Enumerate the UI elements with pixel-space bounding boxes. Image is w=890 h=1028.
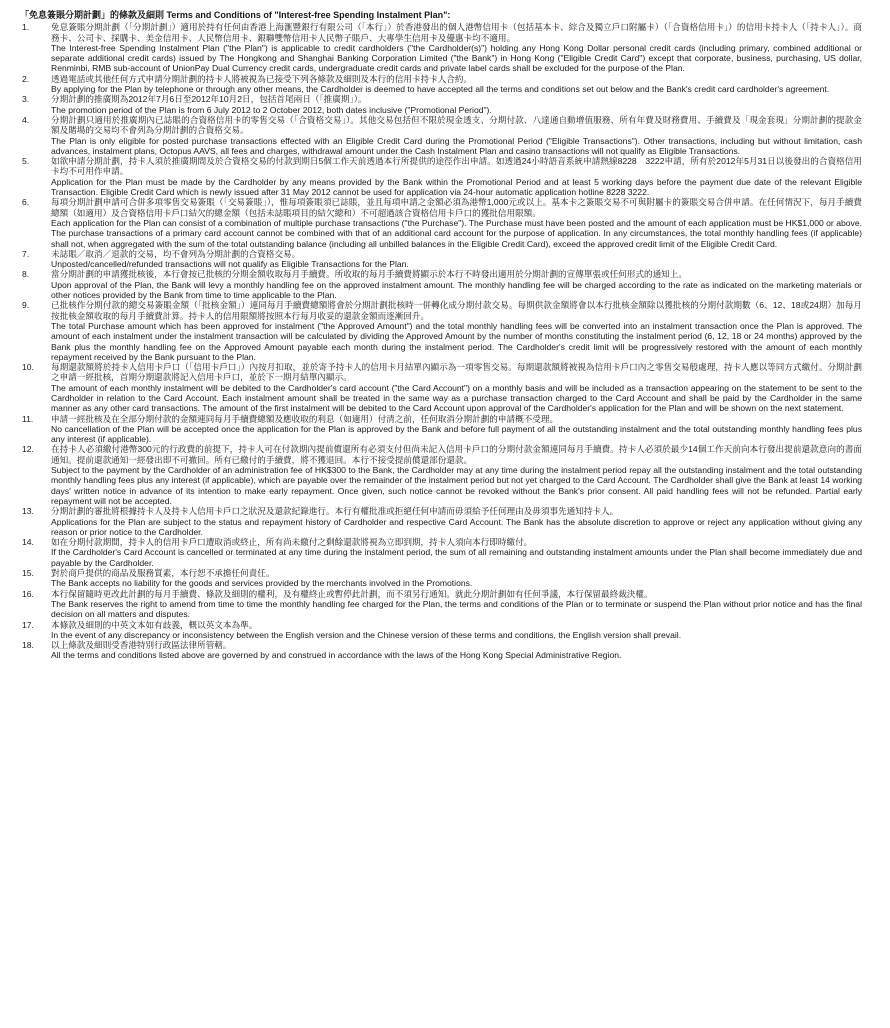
term-chinese-text: 以上條款及細則受香港特別行政區法律所管轄。	[51, 640, 232, 651]
term-item	[20, 197, 862, 248]
term-number: 16.	[22, 588, 34, 599]
term-number: 18.	[22, 640, 34, 651]
term-number: 14.	[22, 537, 34, 548]
term-body	[51, 506, 862, 537]
term-number: 4.	[22, 114, 30, 125]
term-chinese-text: 本行保留隨時更改此計劃的每月手續費、條款及細則的權利，及有權終止或暫停此計劃，而不須另行通知。就此分期計劃如有任何爭議，本行保留最終裁決權。	[51, 588, 653, 599]
term-body	[51, 537, 862, 568]
term-english-text: The Bank accepts no liability for the goods and services provided by the merchants involved in the Promotions.	[51, 578, 473, 589]
term-item	[20, 22, 862, 73]
term-number: 3.	[22, 94, 30, 105]
term-chinese-text: 如欲申請分期計劃，持卡人須於推廣期間及於合資格交易的付款到期日5個工作天前透過本行所提供的途徑作出申請。如透過24小時語音系統申請熱線8228 3222申請，所有於2012年5月31日以後發出的合資格信用卡均不可用作申請。	[51, 156, 862, 177]
term-item	[20, 640, 862, 661]
term-body	[51, 74, 862, 95]
term-item	[20, 300, 862, 362]
term-english-text: Applications for the Plan are subject to the status and repayment history of Cardholder and respective Card Account. The Bank has the absolute discretion to approve or reject any application without giving any reason or prior notice to the Cardholder.	[51, 516, 862, 537]
term-body	[51, 568, 862, 589]
term-item	[20, 589, 862, 620]
term-body	[51, 300, 862, 362]
term-chinese-text: 本條款及細則的中英文本如有歧義，概以英文本為準。	[51, 619, 258, 630]
term-chinese-text: 如在分期付款期間，持卡人的信用卡戶口遭取消或終止，所有尚未繳付之剩餘還款將視為立即到期，持卡人須向本行即時繳付。	[51, 537, 533, 548]
term-english-text: Subject to the payment by the Cardholder of an administration fee of HK$300 to the Bank, the Cardholder may at any time during the instalment period repay all the outstanding instalment and the total outstanding monthly handling fees plus any interest (if applicable), which are payable over the remainder of the instalment period but not yet charged to the Card Account. The Cardholder shall give the Bank at least 14 working days' written notice in advance of its intention to make early repayment. Once given, such notice cannot be revoked without the Bank's prior consent. All paid handling fees will not be refunded. Partial early repayment will not be accepted.	[51, 465, 862, 506]
term-english-text: Application for the Plan must be made by the Cardholder by any means provided by the Bank within the Promotional Period and at least 5 working days before the payment due date of the relevant Eligible Transaction. Eligible Credit Card which is newly issued after 31 May 2012 cannot be used for application via 24-hour automatic application hotline 8228 3222.	[51, 176, 862, 198]
term-body	[51, 444, 862, 506]
term-number: 6.	[22, 197, 30, 208]
document-title: 「免息簽賬分期計劃」的條款及細則 Terms and Conditions of "Interest-free Spending Instalment Plan":	[20, 10, 451, 20]
term-item	[20, 115, 862, 156]
term-body	[51, 269, 862, 300]
term-chinese-text: 申請一經批核及在全部分期付款的金額連同每月手續費總額及應收取的利息（如適用）付清之前，任何取消分期計劃的申請概不受理。	[51, 413, 559, 424]
term-english-text: The Plan is only eligible for posted purchase transactions effected with an Eligible Credit Card during the Promotional Period ("Eligible Transactions"). Other transactions, including but without limitation, cash advances, instalment plans, Octopus AAVS, all fees and charges, withdrawal amount under the Cash Instalment Plan and casino transactions will not qualify as Eligible Transactions.	[51, 135, 862, 156]
term-english-text: Each application for the Plan can consist of a combination of multiple purchase transactions ("the Purchase"). The Purchase must have been posted and the amount of each application must be HK$1,000 or above. The purchase transactions of a primary card account cannot be combined with that of an additional card account for the purpose of application. In any circumstances, the total monthly handling fees (if applicable) shall not, when aggregated with the sum of the total outstanding balance (including all unbilled balances in the Eligible Credit Card), exceed the approved credit limit of the Eligible Credit Card.	[51, 217, 862, 249]
term-english-text: The Interest-free Spending Instalment Plan ("the Plan") is applicable to credit cardholders ("the Cardholder(s)") holding any Hong Kong Dollar personal credit cards (including primary, combined additional or separate additional credit cards) issued by The Hongkong and Shanghai Banking Corporation Limited ("the Bank") in Hong Kong ("Eligible Credit Card") except that corporate, business, purchasing, US dollar, Renminbi, RMB sub-account of UnionPay Dual Currency credit cards, undergraduate credit cards and private label cards shall be excluded for the purpose of the Plan.	[51, 42, 862, 74]
term-number: 12.	[22, 444, 34, 455]
term-number: 5.	[22, 156, 30, 167]
term-body	[51, 589, 862, 620]
term-english-text: Upon approval of the Plan, the Bank will levy a monthly handling fee on the approved instalment amount. The monthly handling fee will be charged according to the rate as indicated on the marketing materials or other notices provided by the Bank from time to time applicable to the Plan.	[51, 279, 862, 301]
term-item	[20, 249, 862, 270]
term-item	[20, 506, 862, 537]
term-number: 2.	[22, 73, 30, 84]
term-english-text: If the Cardholder's Card Account is cancelled or terminated at any time during the instalment period, the sum of all remaining and outstanding instalment amounts under the Plan shall become immediately due and payable by the Cardholder.	[51, 547, 862, 568]
term-body	[51, 197, 862, 248]
term-item	[20, 74, 862, 95]
term-item	[20, 444, 862, 506]
term-body	[51, 640, 862, 661]
term-body	[51, 414, 862, 445]
term-chinese-text: 分期計劃只適用於推廣期內已誌賬的合資格信用卡的零售交易（「合資格交易」）。其他交易包括但不限於現金透支、分期付款、八達通自動增值服務、所有年費及財務費用、手續費及「現金套現」分期計劃的提款金額及賭場的交易均不會列為分期計劃的合資格交易。	[51, 114, 862, 136]
term-body	[51, 156, 862, 197]
term-english-text: All the terms and conditions listed above are governed by and construed in accordance with the laws of the Hong Kong Special Administrative Region.	[51, 650, 622, 661]
term-number: 8.	[22, 269, 30, 280]
term-item	[20, 620, 862, 641]
term-chinese-text: 透過電話或其他任何方式申請分期計劃的持卡人將被視為已接受下列各條款及細則及本行的信用卡持卡人合約。	[51, 73, 473, 84]
term-english-text: Unposted/cancelled/refunded transactions will not qualify as Eligible Transactions for the Plan.	[51, 259, 409, 270]
term-chinese-text: 在持卡人必須繳付港幣300元的行政費的前提下，持卡人可在付款期內提前償還所有必須支付但尚未記入信用卡戶口的分期付款金額連同每月手續費。持卡人必須於最少14個工作天前向本行發出提前還款意向的書面通知。提前還款通知一經發出即不可撤回。所有已繳付的手續費，將不獲退回。本行不接受提前償還部份還款。	[51, 444, 862, 465]
term-item	[20, 414, 862, 445]
term-item	[20, 362, 862, 413]
term-chinese-text: 已批核作分期付款的總交易簽賬金額（「批核金額」）連同每月手續費總額將會於分期計劃批核時一併轉化成分期付款交易。每期供款金額將會以本行批核金額除以獲批核的分期付款期數（6、12、18或24期）加每月按批核金額收取的每月手續費計算。持卡人的信用限額將按照本行每月收妥的還款金額而逐漸回升。	[51, 300, 862, 321]
term-number: 9.	[22, 300, 30, 311]
term-number: 13.	[22, 506, 34, 517]
term-item	[20, 156, 862, 197]
term-item	[20, 269, 862, 300]
term-english-text: No cancellation of the Plan will be accepted once the application for the Plan is approved by the Bank and before full payment of all the outstanding instalment and the total outstanding monthly handling fees plus any interest (if applicable).	[51, 423, 862, 445]
term-number: 1.	[22, 22, 30, 33]
term-chinese-text: 未誌賬／取消／退款的交易，均不會列為分期計劃的合資格交易。	[51, 248, 301, 259]
term-number: 15.	[22, 568, 34, 579]
term-number: 11.	[22, 413, 34, 424]
term-english-text: In the event of any discrepancy or inconsistency between the English version and the Chinese version of these terms and conditions, the English version shall prevail.	[51, 629, 682, 640]
term-number: 17.	[22, 619, 34, 630]
term-chinese-text: 分期計劃的審批將根據持卡人及持卡人信用卡戶口之狀況及還款紀錄進行。本行有權批准或拒絕任何申請而毋須給予任何理由及毋須事先通知持卡人。	[51, 506, 619, 517]
term-body	[51, 362, 862, 413]
term-number: 10.	[22, 362, 34, 373]
term-chinese-text: 每期還款額將於持卡人信用卡戶口（「信用卡戶口」）內按月扣取，並於寄予持卡人的信用卡月結單內顯示為一項零售交易。每期還款額將被視為信用卡戶口內之零售交易般處理，持卡人應以等同方式繳付。分期計劃之申請一經批核，首期分期還款將記入信用卡戶口，並於下一期月結單內顯示。	[51, 362, 862, 383]
term-item	[20, 537, 862, 568]
term-chinese-text: 對於商戶提供的商品及服務質素，本行恕不承擔任何責任。	[51, 568, 275, 579]
term-body	[51, 620, 862, 641]
term-chinese-text: 免息簽賬分期計劃（「分期計劃」）適用於持有任何由香港上海滙豐銀行有限公司（「本行」）於香港發出的個人港幣信用卡（包括基本卡、綜合及獨立戶口附屬卡）（「合資格信用卡」）的信用卡持卡人（「持卡人」）。商務卡、公司卡、採購卡、美金信用卡、人民幣信用卡、銀聯雙幣信用卡人民幣子賬戶、大專學生信用卡及優惠卡均不適用。	[51, 22, 862, 43]
term-body	[51, 22, 862, 73]
term-english-text: The promotion period of the Plan is from 6 July 2012 to 2 October 2012, both dates inclusive ("Promotional Period").	[51, 104, 492, 115]
term-english-text: By applying for the Plan by telephone or through any other means, the Cardholder is deemed to have accepted all the terms and conditions set out below and the Bank's credit card cardholder's agreement.	[51, 84, 830, 95]
term-english-text: The amount of each monthly instalment will be debited to the Cardholder's card account ("the Card Account") on a monthly basis and will be included as a transaction appearing on the statement to be sent to the Cardholder in relation to the Card Account. Each instalment amount shall be treated in the same way as a purchase transaction charged to the Card Account and shall be paid by the Cardholder in the same manner as any other card transactions. The amount of the first instalment will be debited to the Card Account upon approval of the Cardholder's application for the Plan and will be shown on the next statement.	[51, 382, 862, 414]
terms-list	[20, 22, 862, 660]
term-body	[51, 249, 862, 270]
term-item	[20, 94, 862, 115]
term-english-text: The total Purchase amount which has been approved for instalment ("the Approved Amount") and the total monthly handling fees will be converted into an instalment transaction once the Plan is approved. The amount of each instalment under the instalment transaction will be calculated by dividing the Approved Amount by the number of months constituting the instalment period (6, 12, 18 or 24 months) approved by the Bank plus the monthly handling fee on the Approved Amount payable each month during the instalment period. The Cardholder's credit limit will be progressively restored with the amount of each monthly repayment received by the Bank pursuant to the Plan.	[51, 320, 862, 362]
term-chinese-text: 當分期計劃的申請獲批核後，本行會按已批核的分期金額收取每月手續費。所收取的每月手續費將顯示於本行不時發出適用於分期計劃的宣傳單張或任何形式的通知上。	[51, 269, 687, 280]
term-number: 7.	[22, 248, 30, 259]
term-chinese-text: 每項分期計劃申請可合併多項零售交易簽賬（「交易簽賬」），惟每項簽賬須已誌賬，並且每項申請之金額必須為港幣1,000元或以上。基本卡之簽賬交易不可與附屬卡的簽賬交易合併申請。在任何情況下，每月手續費總額（如適用）及合資格信用卡戶口結欠的總金額（包括未誌賬項目的結欠總和）不可超過該合資格信用卡戶口的獲批信用限額。	[51, 197, 862, 218]
term-item	[20, 568, 862, 589]
term-chinese-text: 分期計劃的推廣期為2012年7月6日至2012年10月2日，包括首尾兩日（「推廣期」）。	[51, 94, 367, 105]
term-english-text: The Bank reserves the right to amend from time to time the monthly handling fee charged for the Plan, the terms and conditions of the Plan or to terminate or suspend the Plan without prior notice and has the final decision on all matters and disputes.	[51, 598, 862, 620]
term-body	[51, 94, 862, 115]
term-body	[51, 115, 862, 156]
